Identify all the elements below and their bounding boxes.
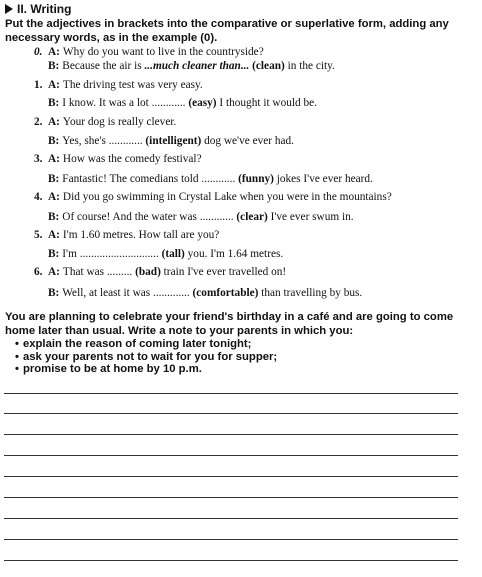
line-text: I thought it would be.: [216, 97, 317, 109]
line-text: train I've ever travelled on!: [160, 266, 287, 278]
adjective-hint: (tall): [161, 248, 185, 260]
writing-line: [4, 539, 458, 540]
item-line-b: [34, 135, 294, 147]
example-line-b: [34, 60, 335, 72]
item-line-b: [34, 97, 317, 109]
item-line-a: [34, 116, 176, 128]
item-number: 0.: [34, 46, 43, 58]
item-number: 6.: [34, 266, 43, 278]
line-text: jokes I've ever heard.: [273, 173, 373, 185]
line-text: in the city.: [284, 60, 335, 72]
speaker-b: B:: [48, 287, 60, 299]
line-text: dog we've ever had.: [201, 135, 294, 147]
speaker-b: B:: [48, 248, 60, 260]
task-bullet-list: [15, 338, 277, 376]
line-text: Your dog is really clever.: [62, 116, 177, 128]
item-number: 5.: [34, 229, 43, 241]
section-title-text: II. Writing: [17, 2, 72, 16]
speaker-b: B:: [48, 173, 60, 185]
speaker-b: B:: [48, 97, 60, 109]
adjective-hint: (intelligent): [145, 135, 202, 147]
speaker-a: A:: [48, 266, 60, 278]
line-text: you. I'm 1.64 metres.: [184, 248, 284, 260]
item-line-b: [34, 248, 283, 260]
line-text: Fantastic! The comedians told ............: [62, 173, 239, 185]
item-line-a: [34, 266, 286, 278]
line-text: How was the comedy festival?: [62, 153, 202, 165]
writing-task-instruction: You are planning to celebrate your friend's birthday in a café and are going to come home later than usual. Write a note to your parents in which you:: [5, 311, 454, 337]
writing-line: [4, 560, 458, 561]
item-line-b: [34, 287, 362, 299]
line-text: I'm ............................: [62, 248, 162, 260]
line-text: I know. It was a lot ............: [62, 97, 189, 109]
speaker-a: A:: [48, 79, 60, 91]
writing-line: [4, 497, 458, 498]
line-text: Because the air is: [62, 60, 145, 72]
writing-line: [4, 393, 458, 394]
adjective-hint: (clear): [236, 211, 268, 223]
speaker-b: B:: [48, 135, 60, 147]
line-text: Yes, she's ............: [62, 135, 146, 147]
item-line-b: [34, 211, 354, 223]
speaker-a: A:: [48, 191, 60, 203]
speaker-a: A:: [48, 153, 60, 165]
line-text: That was .........: [62, 266, 136, 278]
adjective-hint: (easy): [188, 97, 217, 109]
writing-line: [4, 413, 458, 414]
item-number: 1.: [34, 79, 43, 91]
section-title: [5, 2, 71, 16]
writing-line: [4, 476, 458, 477]
bullet-item: • promise to be at home by 10 p.m.: [15, 363, 277, 376]
adjective-hint: (clean): [249, 60, 285, 72]
speaker-b: B:: [48, 211, 60, 223]
item-line-a: [34, 153, 202, 165]
bullet-item: • ask your parents not to wait for you for supper;: [15, 351, 277, 364]
item-number: 3.: [34, 153, 43, 165]
line-text: Well, at least it was .............: [62, 287, 193, 299]
line-text: The driving test was very easy.: [62, 79, 203, 91]
item-line-a: [34, 229, 219, 241]
adjective-hint: (bad): [135, 266, 161, 278]
item-line-a: [34, 79, 203, 91]
speaker-b: B:: [48, 60, 60, 72]
line-text: Did you go swimming in Crystal Lake when you were in the mountains?: [62, 191, 392, 203]
adjective-hint: (funny): [238, 173, 274, 185]
speaker-a: A:: [48, 229, 60, 241]
line-text: Of course! And the water was ............: [62, 211, 237, 223]
item-line-b: [34, 173, 373, 185]
example-answer: ...much cleaner than...: [144, 60, 250, 72]
line-text: I'm 1.60 metres. How tall are you?: [62, 229, 220, 241]
line-text: I've ever swum in.: [267, 211, 354, 223]
adjective-hint: (comfortable): [192, 287, 259, 299]
item-line-a: [34, 191, 392, 203]
play-triangle-icon: [5, 4, 13, 14]
bullet-item: • explain the reason of coming later tonight;: [15, 338, 277, 351]
writing-line: [4, 434, 458, 435]
item-number: 2.: [34, 116, 43, 128]
writing-line: [4, 518, 458, 519]
speaker-a: A:: [48, 46, 60, 58]
item-number: 4.: [34, 191, 43, 203]
example-line-a: [34, 46, 264, 58]
speaker-a: A:: [48, 116, 60, 128]
line-text: than travelling by bus.: [258, 287, 363, 299]
writing-line: [4, 455, 458, 456]
line-text: Why do you want to live in the countryside?: [62, 46, 264, 58]
exercise-instruction: Put the adjectives in brackets into the comparative or superlative form, adding any necessary words, as in the example (0).: [5, 18, 449, 44]
